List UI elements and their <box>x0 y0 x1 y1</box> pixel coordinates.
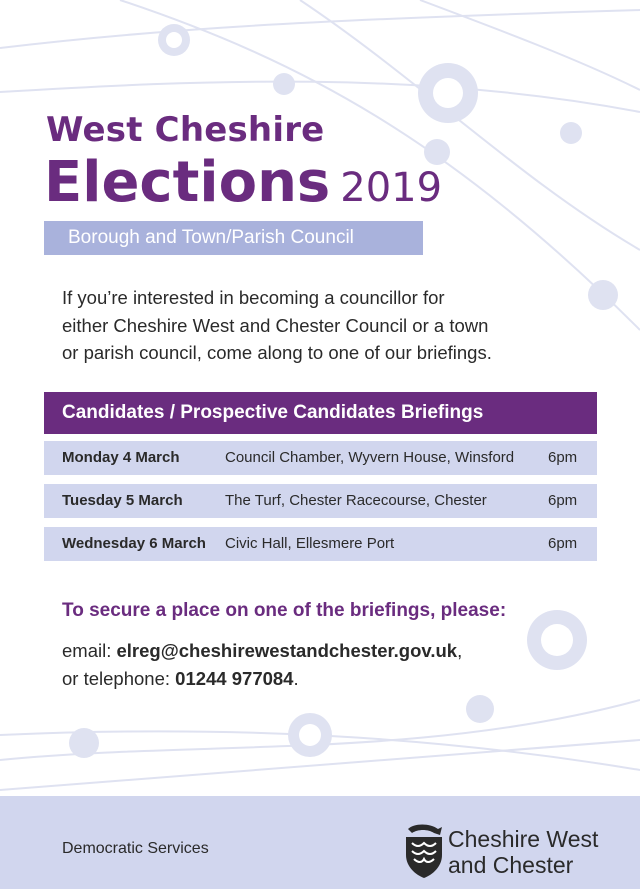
department-name: Democratic Services <box>62 840 209 857</box>
phone-line <box>62 665 462 693</box>
email-line <box>62 637 462 665</box>
intro-line: If you’re interested in becoming a councillor for <box>62 287 445 308</box>
briefing-day: Tuesday 5 March <box>62 492 183 509</box>
contact-details <box>62 637 462 692</box>
email-suffix: , <box>457 640 463 661</box>
briefing-day: Wednesday 6 March <box>62 535 206 552</box>
briefings-table-heading: Candidates / Prospective Candidates Briefings <box>44 392 597 434</box>
intro-line: or parish council, come along to one of our briefings. <box>62 342 492 363</box>
organisation-name <box>448 826 598 878</box>
organisation-name-line: Cheshire West <box>448 826 599 852</box>
title-elections-word: Elections <box>44 150 331 215</box>
title-elections <box>44 150 442 215</box>
intro-paragraph <box>62 284 582 367</box>
phone-number[interactable]: 01244 977084 <box>175 667 294 689</box>
email-link[interactable]: elreg@cheshirewestandchester.gov.uk <box>116 640 458 661</box>
briefing-venue: Civic Hall, Ellesmere Port <box>225 535 395 552</box>
briefing-day: Monday 4 March <box>62 449 180 466</box>
subtitle-band: Borough and Town/Parish Council <box>44 221 423 255</box>
organisation-name-line: and Chester <box>448 852 574 878</box>
briefing-time: 6pm <box>548 449 578 466</box>
title-west-cheshire: West Cheshire <box>46 110 325 150</box>
briefing-row <box>44 527 597 561</box>
call-to-action-heading: To secure a place on one of the briefings, please: <box>62 600 507 621</box>
footer-band <box>0 796 640 889</box>
briefing-row <box>44 484 597 518</box>
briefing-time: 6pm <box>548 492 578 509</box>
intro-line: either Cheshire West and Chester Council or a town <box>62 314 489 336</box>
phone-suffix: . <box>293 667 299 689</box>
title-year: 2019 <box>340 165 443 211</box>
phone-prefix: or telephone: <box>62 667 171 689</box>
briefing-time: 6pm <box>548 535 578 552</box>
council-crest-icon <box>402 823 446 879</box>
briefing-venue: Council Chamber, Wyvern House, Winsford <box>225 449 515 466</box>
briefing-row <box>44 441 597 475</box>
briefing-venue: The Turf, Chester Racecourse, Chester <box>225 492 487 509</box>
email-prefix: email: <box>62 640 112 661</box>
